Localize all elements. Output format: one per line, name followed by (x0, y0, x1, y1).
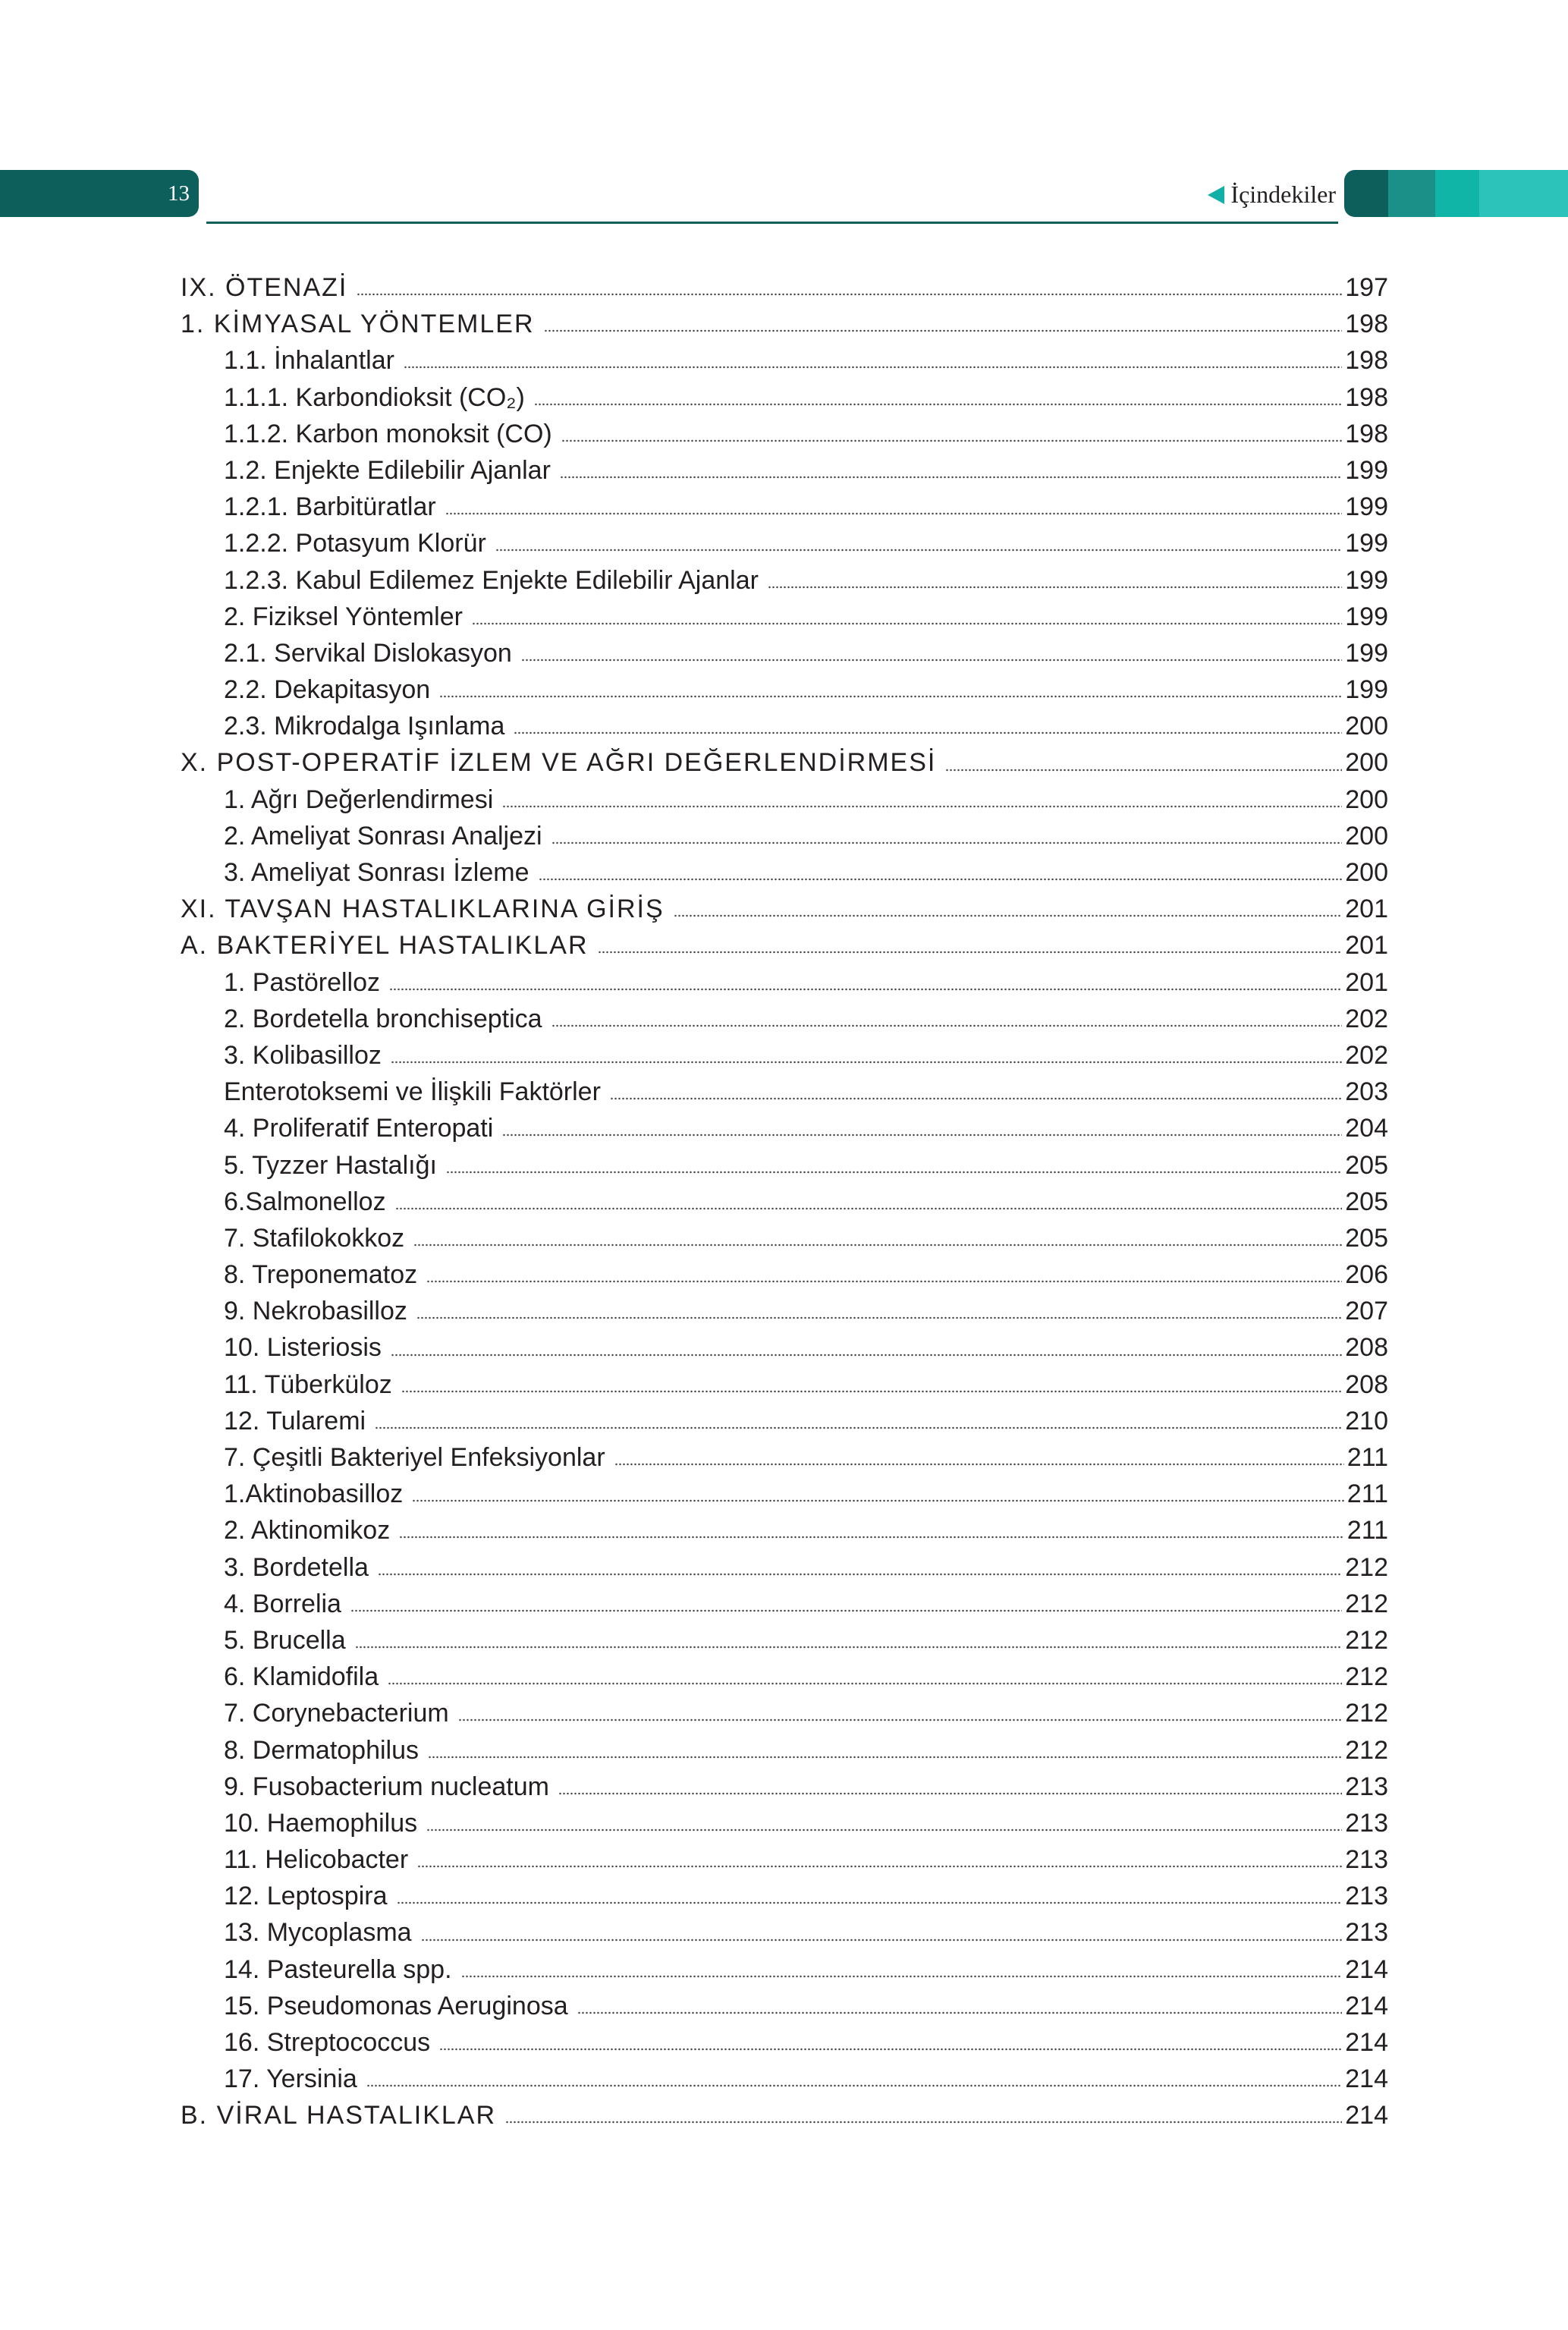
dot-leader (598, 948, 1343, 956)
toc-entry-page: 208 (1345, 1369, 1388, 1399)
toc-entry[interactable] (181, 1329, 1388, 1366)
toc-entry[interactable] (181, 1732, 1388, 1769)
dot-leader (401, 1388, 1343, 1395)
toc-entry[interactable] (181, 1366, 1388, 1403)
dot-leader (502, 1131, 1342, 1139)
toc-entry-title: 13. Mycoplasma (224, 1918, 412, 1948)
toc-entry[interactable] (181, 1074, 1388, 1110)
dot-leader (674, 912, 1343, 920)
toc-entry-title: 2. Bordetella bronchiseptica (224, 1004, 542, 1033)
toc-entry-page: 213 (1345, 1918, 1388, 1948)
toc-entry[interactable] (181, 1659, 1388, 1695)
toc-entry[interactable] (181, 416, 1388, 452)
toc-entry-title: 1. Ağrı Değerlendirmesi (224, 785, 494, 814)
toc-entry-title: 11. Tüberküloz (224, 1369, 392, 1399)
toc-entry-page: 213 (1345, 1845, 1388, 1875)
toc-entry[interactable] (181, 1037, 1388, 1074)
dot-leader (413, 1241, 1342, 1249)
toc-entry-title: 5. Tyzzer Hastalığı (224, 1150, 437, 1180)
dot-leader (375, 1424, 1342, 1432)
toc-entry-title: B. VİRAL HASTALIKLAR (181, 2101, 497, 2130)
toc-entry-page: 204 (1345, 1114, 1388, 1143)
dot-leader (514, 729, 1342, 737)
toc-entry[interactable] (181, 2024, 1388, 2061)
page-number-tab (0, 170, 199, 217)
toc-entry-title: 1. KİMYASAL YÖNTEMLER (181, 310, 535, 339)
toc-entry-title: 2.2. Dekapitasyon (224, 675, 431, 705)
toc-entry-title: 2. Ameliyat Sonrası Analjezi (224, 821, 542, 851)
toc-entry-title: 10. Haemophilus (224, 1808, 418, 1838)
toc-entry-page: 201 (1345, 967, 1388, 997)
toc-entry-page: 197 (1345, 273, 1388, 302)
toc-entry-page: 200 (1345, 821, 1388, 851)
toc-entry-title: 5. Brucella (224, 1625, 346, 1655)
dot-leader (614, 1461, 1344, 1468)
dot-leader (366, 2082, 1342, 2089)
dot-leader (505, 2118, 1342, 2126)
toc-entry-page: 198 (1345, 382, 1388, 412)
toc-entry-title: 9. Nekrobasilloz (224, 1297, 407, 1326)
toc-entry[interactable] (181, 1293, 1388, 1329)
toc-entry-title: 6. Klamidofila (224, 1662, 379, 1692)
toc-entry[interactable] (181, 1878, 1388, 1914)
toc-entry[interactable] (181, 671, 1388, 708)
dot-leader (439, 693, 1342, 700)
toc-entry-page: 213 (1345, 1808, 1388, 1838)
page-number: 13 (168, 181, 190, 206)
toc-entry-title: 3. Ameliyat Sonrası İzleme (224, 858, 529, 887)
toc-entry-page: 199 (1345, 529, 1388, 558)
toc-entry-page: 205 (1345, 1150, 1388, 1180)
toc-entry-page: 202 (1345, 1040, 1388, 1070)
dot-leader (472, 620, 1342, 627)
dot-leader (421, 1936, 1343, 1944)
toc-entry-title: 1.1. İnhalantlar (224, 346, 394, 376)
toc-entry-title: IX. ÖTENAZİ (181, 273, 348, 302)
dot-leader (534, 401, 1342, 408)
dot-leader (399, 1533, 1344, 1541)
toc-entry-title: 3. Kolibasilloz (224, 1040, 382, 1070)
dot-leader (426, 1826, 1342, 1834)
toc-section-entry[interactable] (181, 269, 1388, 306)
toc-entry-page: 200 (1345, 712, 1388, 741)
dot-leader (446, 1168, 1342, 1176)
toc-section-entry[interactable] (181, 927, 1388, 964)
toc-entry[interactable] (181, 1147, 1388, 1184)
toc-entry-page: 205 (1345, 1223, 1388, 1253)
toc-entry-page: 214 (1345, 1991, 1388, 2020)
toc-entry-page: 199 (1345, 455, 1388, 485)
dot-leader (560, 473, 1342, 481)
toc-entry-page: 199 (1345, 565, 1388, 595)
toc-entry-page: 202 (1345, 1004, 1388, 1033)
dot-leader (551, 839, 1343, 847)
dot-leader (521, 656, 1342, 664)
toc-entry[interactable] (181, 1769, 1388, 1805)
toc-entry-page: 213 (1345, 1772, 1388, 1801)
dot-leader (378, 1571, 1342, 1578)
toc-entry-page: 212 (1345, 1735, 1388, 1765)
color-tab-1 (1344, 170, 1388, 217)
toc-entry[interactable] (181, 1110, 1388, 1146)
toc-entry-title: 17. Yersinia (224, 2064, 357, 2094)
toc-entry[interactable] (181, 1586, 1388, 1622)
toc-entry[interactable] (181, 1403, 1388, 1439)
color-tab-3 (1435, 170, 1479, 217)
toc-entry-page: 213 (1345, 1882, 1388, 1911)
dot-leader (417, 1863, 1342, 1870)
toc-section-entry[interactable] (181, 891, 1388, 927)
dot-leader (395, 1205, 1343, 1212)
dot-leader (388, 1680, 1342, 1687)
toc-entry-page: 198 (1345, 310, 1388, 339)
header-title: İçindekiler (1230, 181, 1336, 208)
toc-entry-title: Enterotoksemi ve İlişkili Faktörler (224, 1077, 601, 1107)
dot-leader (350, 1607, 1342, 1615)
table-of-contents (181, 269, 1388, 2134)
toc-entry[interactable] (181, 562, 1388, 599)
dot-leader (391, 1351, 1342, 1359)
toc-entry-title: X. POST-OPERATİF İZLEM VE AĞRI DEĞERLENDİRMESİ (181, 748, 937, 778)
toc-entry-page: 199 (1345, 675, 1388, 705)
triangle-left-icon (1208, 186, 1224, 204)
dot-leader (445, 510, 1343, 517)
toc-entry-page: 198 (1345, 419, 1388, 448)
color-tab-2 (1388, 170, 1435, 217)
dot-leader (558, 1790, 1342, 1797)
toc-entry-title: 7. Çeşitli Bakteriyel Enfeksiyonlar (224, 1443, 605, 1472)
dot-leader (502, 803, 1342, 810)
toc-entry-title: 2. Fiziksel Yöntemler (224, 602, 463, 631)
toc-entry-page: 214 (1345, 1954, 1388, 1984)
toc-entry-title: XI. TAVŞAN HASTALIKLARINA GİRİŞ (181, 895, 665, 924)
toc-entry-title: 1.1.2. Karbon monoksit (CO) (224, 419, 552, 448)
toc-entry-title: 1.2. Enjekte Edilebilir Ajanlar (224, 455, 551, 485)
toc-entry[interactable] (181, 2061, 1388, 2097)
toc-entry[interactable] (181, 1184, 1388, 1220)
toc-entry[interactable] (181, 1439, 1388, 1476)
toc-entry-page: 201 (1345, 895, 1388, 924)
toc-entry-title: 12. Leptospira (224, 1882, 388, 1911)
dot-leader (945, 766, 1342, 774)
toc-entry-title: 4. Borrelia (224, 1589, 341, 1618)
toc-entry-page: 214 (1345, 2064, 1388, 2094)
toc-entry[interactable] (181, 964, 1388, 1001)
toc-entry[interactable] (181, 818, 1388, 854)
toc-entry-page: 199 (1345, 638, 1388, 668)
toc-entry[interactable] (181, 379, 1388, 416)
toc-entry-title: 2. Aktinomikoz (224, 1516, 391, 1545)
dot-leader (439, 2045, 1342, 2053)
toc-section-entry[interactable] (181, 744, 1388, 781)
toc-entry[interactable] (181, 525, 1388, 561)
toc-entry-page: 203 (1345, 1077, 1388, 1107)
toc-entry[interactable] (181, 854, 1388, 891)
toc-entry[interactable] (181, 1256, 1388, 1293)
dot-leader (461, 1973, 1343, 1980)
toc-entry[interactable] (181, 1220, 1388, 1256)
dot-leader (561, 437, 1343, 445)
toc-entry-page: 212 (1345, 1589, 1388, 1618)
toc-entry-page: 207 (1345, 1297, 1388, 1326)
toc-entry-title: 2.1. Servikal Dislokasyon (224, 638, 512, 668)
toc-entry-title: 8. Treponematoz (224, 1260, 418, 1290)
dot-leader (355, 1643, 1343, 1651)
toc-entry-title: 2.3. Mikrodalga Işınlama (224, 712, 505, 741)
toc-entry-title: 7. Stafilokokkoz (224, 1223, 405, 1253)
toc-entry-title: 12. Tularemi (224, 1406, 366, 1435)
toc-entry-title: 1. Pastörelloz (224, 967, 380, 997)
toc-entry-page: 212 (1345, 1662, 1388, 1692)
color-tab-4 (1479, 170, 1568, 217)
toc-entry-title: 8. Dermatophilus (224, 1735, 419, 1765)
toc-entry-title: 16. Streptococcus (224, 2028, 431, 2057)
toc-entry-title: 9. Fusobacterium nucleatum (224, 1772, 549, 1801)
dot-leader (404, 363, 1342, 371)
toc-entry-page: 200 (1345, 785, 1388, 814)
toc-entry-title: 1.2.3. Kabul Edilemez Enjekte Edilebilir Ajanlar (224, 565, 759, 595)
dot-leader (391, 1058, 1342, 1066)
toc-entry-page: 201 (1345, 931, 1388, 961)
dot-leader (357, 291, 1342, 298)
toc-entry-page: 211 (1346, 1443, 1388, 1472)
dot-leader (495, 546, 1342, 554)
toc-entry-title: 10. Listeriosis (224, 1333, 382, 1363)
toc-entry-page: 200 (1345, 748, 1388, 778)
toc-entry-page: 210 (1345, 1406, 1388, 1435)
toc-entry-title: 7. Corynebacterium (224, 1699, 449, 1728)
dot-leader (389, 986, 1342, 993)
running-header (1208, 171, 1336, 217)
toc-entry-title: 11. Helicobacter (224, 1845, 409, 1875)
toc-entry-title: A. BAKTERİYEL HASTALIKLAR (181, 931, 589, 961)
toc-entry-title: 6.Salmonelloz (224, 1187, 386, 1216)
toc-entry-page: 208 (1345, 1333, 1388, 1363)
toc-entry-title: 4. Proliferatif Enteropati (224, 1114, 494, 1143)
toc-entry[interactable] (181, 1841, 1388, 1878)
dot-leader (397, 1899, 1343, 1907)
toc-entry[interactable] (181, 708, 1388, 744)
toc-entry-title: 3. Bordetella (224, 1552, 369, 1582)
dot-leader (539, 876, 1343, 883)
dot-leader (768, 583, 1342, 591)
toc-entry-page: 211 (1346, 1479, 1388, 1509)
toc-entry-title: 1.1.1. Karbondioksit (CO₂) (224, 382, 525, 412)
dot-leader (458, 1716, 1343, 1724)
toc-entry[interactable] (181, 1001, 1388, 1037)
toc-entry-page: 212 (1345, 1552, 1388, 1582)
toc-entry[interactable] (181, 342, 1388, 379)
toc-entry-title: 1.2.1. Barbitüratlar (224, 492, 436, 522)
toc-entry-page: 199 (1345, 492, 1388, 522)
dot-leader (416, 1314, 1342, 1322)
toc-entry[interactable] (181, 1988, 1388, 2024)
toc-entry[interactable] (181, 1549, 1388, 1586)
toc-entry[interactable] (181, 1512, 1388, 1549)
toc-entry[interactable] (181, 1476, 1388, 1512)
toc-entry-page: 205 (1345, 1187, 1388, 1216)
dot-leader (544, 327, 1343, 335)
toc-entry-page: 214 (1345, 2101, 1388, 2130)
dot-leader (577, 2009, 1343, 2017)
toc-entry-page: 198 (1345, 346, 1388, 376)
header-rule (206, 222, 1338, 224)
dot-leader (412, 1497, 1344, 1505)
toc-entry-page: 206 (1345, 1260, 1388, 1290)
toc-entry-page: 200 (1345, 858, 1388, 887)
toc-entry-page: 212 (1345, 1625, 1388, 1655)
toc-entry[interactable] (181, 452, 1388, 489)
toc-entry[interactable] (181, 1951, 1388, 1988)
dot-leader (428, 1753, 1342, 1761)
toc-entry-title: 1.2.2. Potasyum Klorür (224, 529, 486, 558)
dot-leader (610, 1095, 1342, 1102)
toc-entry-page: 212 (1345, 1699, 1388, 1728)
toc-section-entry[interactable] (181, 2097, 1388, 2133)
dot-leader (426, 1278, 1342, 1285)
toc-entry[interactable] (181, 489, 1388, 525)
toc-entry[interactable] (181, 781, 1388, 818)
toc-entry-title: 14. Pasteurella spp. (224, 1954, 452, 1984)
toc-entry[interactable] (181, 1622, 1388, 1659)
color-tabs (1344, 170, 1568, 217)
toc-entry[interactable] (181, 635, 1388, 671)
toc-entry-page: 199 (1345, 602, 1388, 631)
toc-section-entry[interactable] (181, 306, 1388, 342)
toc-entry-page: 214 (1345, 2028, 1388, 2057)
toc-entry[interactable] (181, 1695, 1388, 1731)
dot-leader (551, 1022, 1343, 1030)
toc-entry[interactable] (181, 599, 1388, 635)
toc-entry-title: 1.Aktinobasilloz (224, 1479, 404, 1509)
toc-entry[interactable] (181, 1805, 1388, 1841)
toc-entry[interactable] (181, 1914, 1388, 1951)
toc-entry-title: 15. Pseudomonas Aeruginosa (224, 1991, 568, 2020)
toc-entry-page: 211 (1346, 1516, 1388, 1545)
